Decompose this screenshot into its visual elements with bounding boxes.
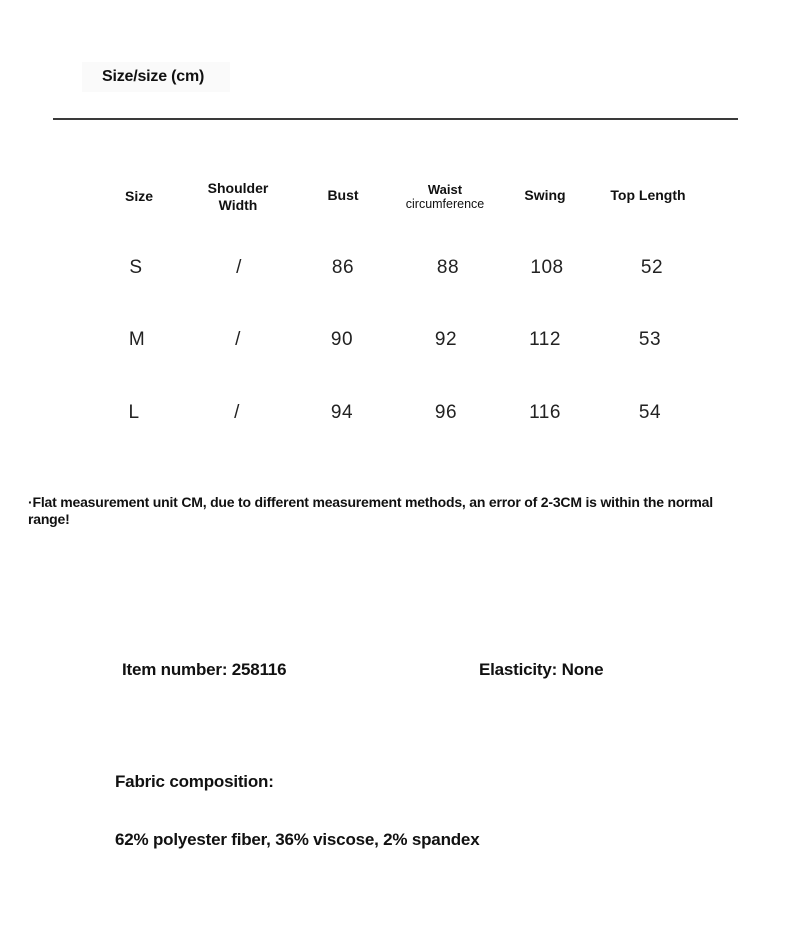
cell-waist: 92 — [434, 329, 458, 350]
header-bust: Bust — [327, 187, 359, 203]
item-number: Item number: 258116 — [122, 660, 287, 679]
cell-shoulder: / — [235, 329, 241, 350]
cell-size: L — [128, 402, 140, 423]
cell-bust: 94 — [330, 402, 354, 423]
cell-swing: 108 — [530, 257, 564, 278]
cell-bust: 90 — [330, 329, 354, 350]
cell-swing: 116 — [529, 402, 561, 423]
fabric-composition-value: 62% polyester fiber, 36% viscose, 2% spandex — [115, 830, 480, 849]
cell-top-length: 53 — [638, 329, 662, 350]
header-waist: Waist circumference — [405, 182, 485, 211]
cell-top-length: 52 — [640, 257, 664, 278]
header-swing: Swing — [524, 187, 566, 203]
header-shoulder-width: Shoulder Width — [207, 180, 269, 213]
header-size: Size — [124, 188, 154, 204]
cell-waist: 96 — [434, 402, 458, 423]
title-box — [82, 62, 230, 92]
cell-top-length: 54 — [638, 402, 662, 423]
cell-shoulder: / — [236, 257, 242, 278]
elasticity: Elasticity: None — [479, 660, 604, 679]
cell-swing: 112 — [529, 329, 561, 350]
header-top-length: Top Length — [610, 187, 686, 203]
cell-shoulder: / — [234, 402, 240, 423]
cell-size: M — [128, 329, 146, 350]
page-title: Size/size (cm) — [102, 68, 205, 85]
fabric-composition-label: Fabric composition: — [115, 772, 274, 791]
cell-size: S — [129, 257, 143, 278]
cell-bust: 86 — [331, 257, 355, 278]
measurement-note: ·Flat measurement unit CM, due to different measurement methods, an error of 2-3CM is within the normal range! — [28, 494, 713, 527]
divider — [53, 118, 738, 120]
cell-waist: 88 — [436, 257, 460, 278]
